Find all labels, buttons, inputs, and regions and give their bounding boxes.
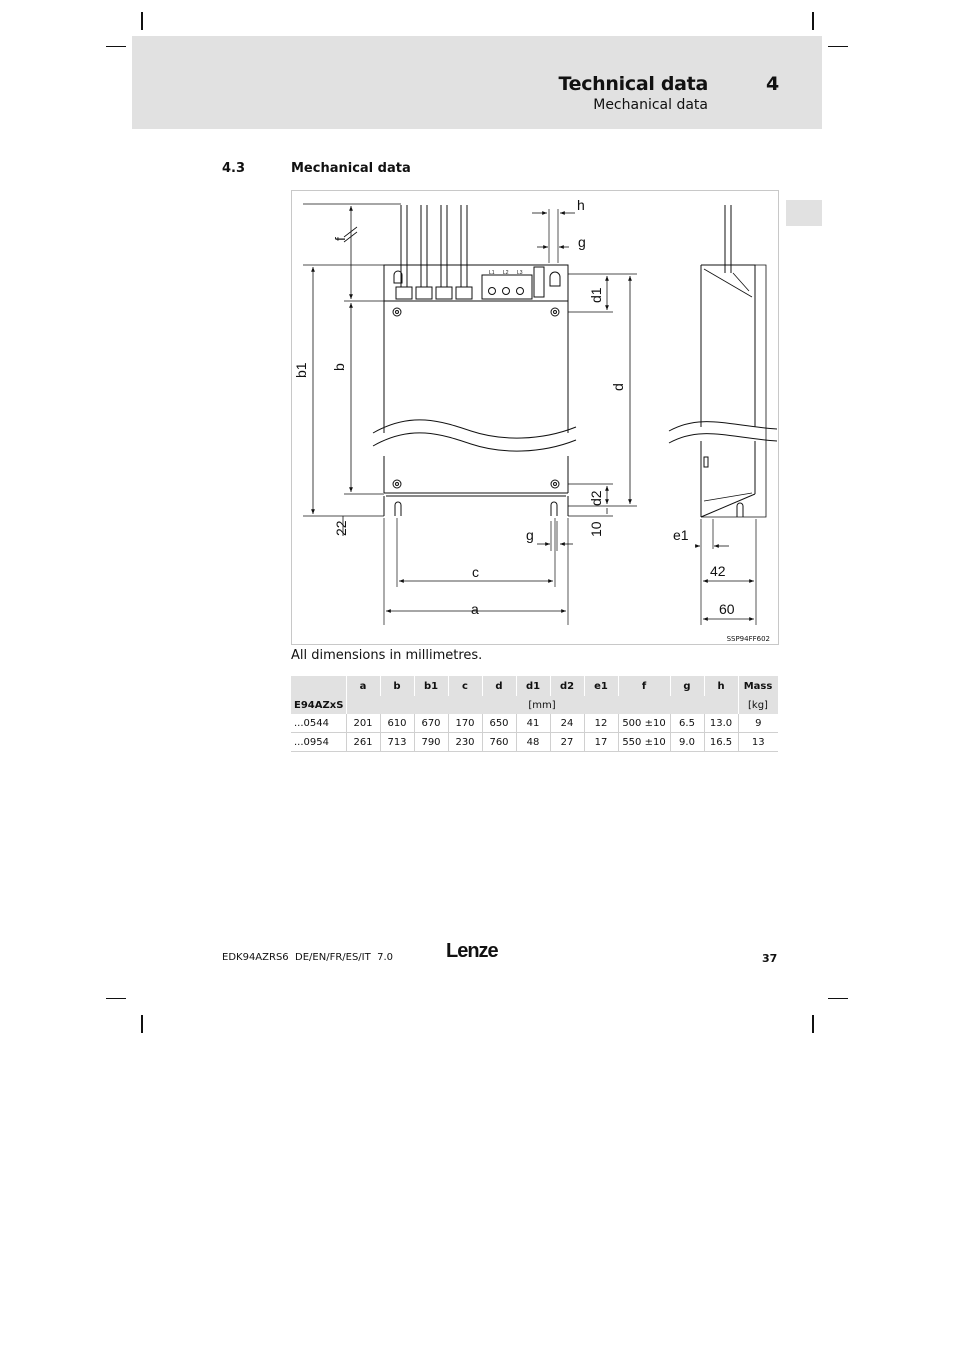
dim-label-d: d [610,383,626,391]
table-cell: 713 [380,733,414,752]
document-id: EDK94AZRS6 DE/EN/FR/ES/IT 7.0 [222,952,393,963]
table-cell: 650 [482,714,516,733]
table-cell: 670 [414,714,448,733]
table-row [291,733,778,752]
dim-label-e1: e1 [673,527,689,543]
table-cell: 9.0 [670,733,704,752]
unit-kg: [kg] [738,696,778,714]
cable-4 [461,205,467,287]
crop-mark [106,46,126,47]
header-title: Technical data [558,73,708,95]
figure-caption: All dimensions in millimetres. [291,648,483,663]
table-cell: 170 [448,714,482,733]
gland-3 [436,287,452,299]
table-cell: 41 [516,714,550,733]
dim-label-a: a [471,601,479,617]
table-cell: 17 [584,733,618,752]
break-line-1 [373,420,576,438]
section-title: Mechanical data [291,161,411,176]
table-cell: 12 [584,714,618,733]
table-cell: 9 [738,714,778,733]
gland-2 [416,287,432,299]
col-header: Mass [738,676,778,696]
dim-label-g-top: g [578,234,586,250]
crop-mark [141,12,143,30]
side-cable [725,205,731,273]
model-label: E94AZxS [291,696,346,714]
col-header: b1 [414,676,448,696]
terminal-block [482,275,532,299]
cable-3 [441,205,447,287]
table-cell: ...0954 [291,733,346,752]
dim-label-f: f [332,237,348,241]
table-cell: 27 [550,733,584,752]
col-header: e1 [584,676,618,696]
chapter-number: 4 [766,73,780,95]
table-cell: 201 [346,714,380,733]
dim-label-10: 10 [588,521,604,537]
table-cell: 550 ±10 [618,733,670,752]
col-header: h [704,676,738,696]
col-header: d [482,676,516,696]
crop-mark [812,1015,814,1033]
col-header: d1 [516,676,550,696]
table-cell: 610 [380,714,414,733]
crop-mark [828,998,848,999]
gland-1 [396,287,412,299]
dim-label-h: h [577,197,585,213]
side-tab [786,200,822,226]
gland-4 [456,287,472,299]
col-header: d2 [550,676,584,696]
lenze-logo: Lenze [446,940,498,962]
terminal-label-l3: L3 [517,270,523,276]
dim-label-b: b [331,363,347,371]
table-cell: 13 [738,733,778,752]
side-bottom-slope [701,494,755,517]
table-cell: 790 [414,733,448,752]
crop-mark [812,12,814,30]
col-header: f [618,676,670,696]
section-number: 4.3 [222,161,246,176]
dim-label-22: 22 [333,520,349,536]
header-band [132,36,822,129]
crop-mark [828,46,848,47]
dim-label-60: 60 [719,601,735,617]
pe-terminal [534,267,544,297]
dimension-table [291,676,779,752]
drawing-svg [292,191,778,644]
dimension-drawing [291,190,779,645]
cable-2 [421,205,427,287]
dim-label-42: 42 [710,563,726,579]
table-cell: 16.5 [704,733,738,752]
dim-label-d2: d2 [588,490,604,506]
table-cell: 24 [550,714,584,733]
crop-mark [106,998,126,999]
table-cell: 13.0 [704,714,738,733]
table-cell: 48 [516,733,550,752]
drawing-id: SSP94FF602 [726,635,770,643]
col-header: c [448,676,482,696]
table-cell: ...0544 [291,714,346,733]
dim-label-b1: b1 [293,362,309,378]
table-cell: 6.5 [670,714,704,733]
page-number: 37 [762,952,778,965]
table-corner [291,676,346,696]
dim-label-g-bottom: g [526,527,534,543]
table-cell: 230 [448,733,482,752]
col-header: b [380,676,414,696]
table-cell: 760 [482,733,516,752]
terminal-label-l1: L1 [489,270,495,276]
terminal-label-l2: L2 [503,270,509,276]
table-cell: 500 ±10 [618,714,670,733]
col-header: g [670,676,704,696]
unit-mm: [mm] [346,696,738,714]
crop-mark [141,1015,143,1033]
dim-label-d1: d1 [588,287,604,303]
mounting-plate-sides [384,496,568,516]
table-row [291,714,778,733]
col-header: a [346,676,380,696]
header-subtitle: Mechanical data [593,97,708,113]
dim-label-c: c [472,564,479,580]
keyhole-right [550,272,560,286]
table-cell: 261 [346,733,380,752]
